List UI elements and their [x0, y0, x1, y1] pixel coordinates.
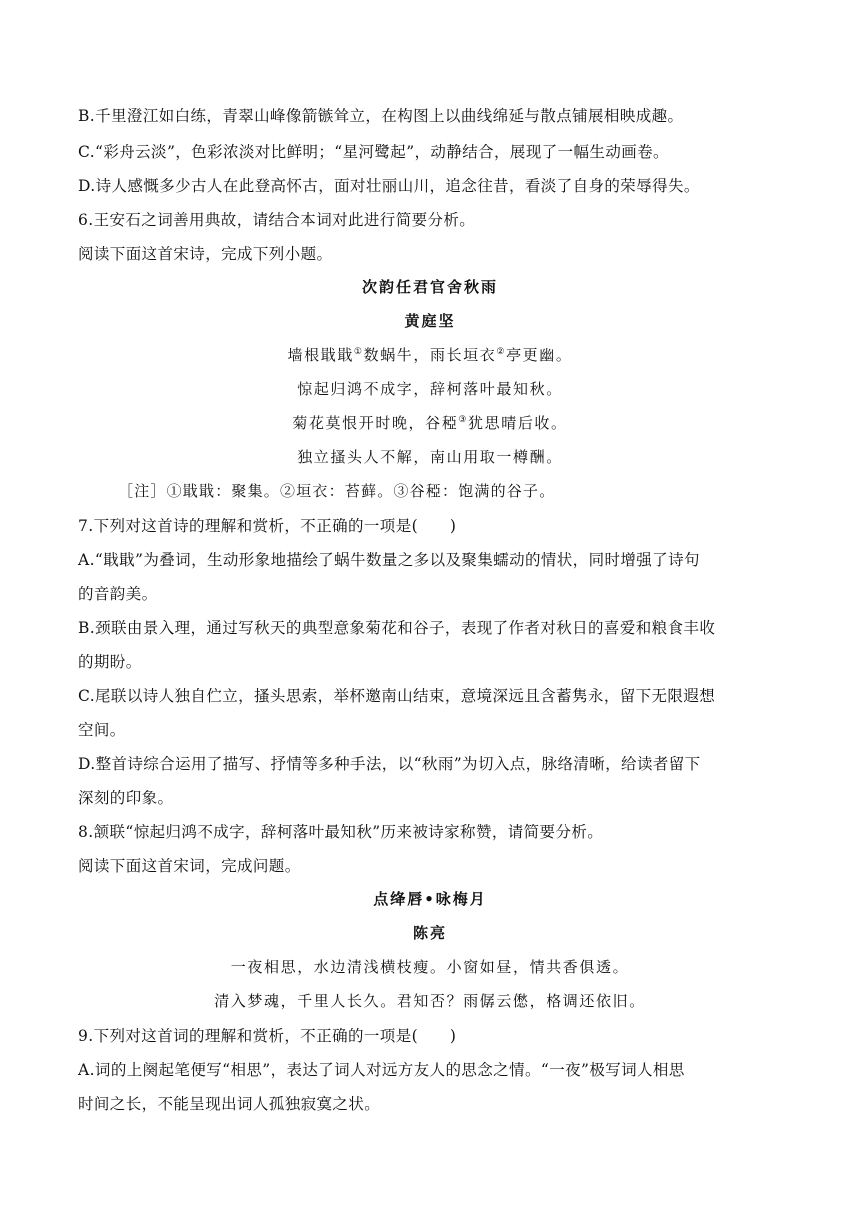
q6-stem: 6.王安石之词善用典故，请结合本词对此进行简要分析。 — [78, 211, 476, 229]
poem2-author: 陈亮 — [412, 924, 447, 942]
q7-option-d-line-1: D.整首诗综合运用了描写、抒情等多种手法，以“秋雨”为切入点，脉络清晰，给读者留下 — [78, 755, 701, 773]
q9-stem: 9.下列对这首词的理解和赏析，不正确的一项是( ) — [78, 1027, 457, 1045]
q9-option-a-line-1: A.词的上阕起笔便写“相思”，表达了词人对远方友人的思念之情。“一夜”极写词人相思 — [78, 1061, 685, 1079]
poem1-title: 次韵任君官舍秋雨 — [361, 278, 498, 296]
poem2-title: 点绛唇•咏梅月 — [373, 890, 487, 908]
poem1-line-1: 墙根戢戢①数蜗牛，雨长垣衣②亭更幽。 — [287, 346, 573, 364]
footnote-mark-2: ② — [496, 347, 507, 357]
intro-poem-1: 阅读下面这首宋诗，完成下列小题。 — [78, 245, 333, 263]
q7-option-b-line-2: 的期盼。 — [78, 653, 142, 671]
poem1-author: 黄庭坚 — [404, 312, 456, 330]
poem1-notes: ［注］①戢戢：聚集。②垣衣：苔藓。③谷稏：饱满的谷子。 — [118, 482, 556, 500]
footnote-mark-1: ① — [353, 347, 364, 357]
q5-option-c: C.“彩舟云淡”，色彩浓淡对比鲜明；“星河鹭起”，动静结合，展现了一幅生动画卷。 — [78, 143, 669, 161]
q7-stem: 7.下列对这首诗的理解和赏析，不正确的一项是( ) — [78, 517, 457, 535]
poem1-line-3: 菊花莫恨开时晚，谷稏③犹思晴后收。 — [292, 414, 568, 432]
poem2-line-2: 清入梦魂，千里人长久。君知否？雨僝云僽，格调还依旧。 — [214, 992, 646, 1010]
q7-option-c-line-2: 空间。 — [78, 721, 126, 739]
q5-option-d: D.诗人感慨多少古人在此登高怀古，面对壮丽山川，追念往昔，看淡了自身的荣辱得失。 — [78, 177, 700, 195]
q9-option-a-line-2: 时间之长，不能呈现出词人孤独寂寞之状。 — [78, 1095, 381, 1113]
footnote-mark-3: ③ — [458, 415, 469, 425]
q7-option-a-line-1: A.“戢戢”为叠词，生动形象地描绘了蜗牛数量之多以及聚集蠕动的情状，同时增强了诗句 — [78, 551, 700, 569]
poem1-line-4: 独立搔头人不解，南山用取一樽酬。 — [297, 448, 563, 466]
q8-stem: 8.颔联“惊起归鸿不成字，辞柯落叶最知秋”历来被诗家称赞，请简要分析。 — [78, 823, 604, 841]
q7-option-d-line-2: 深刻的印象。 — [78, 789, 174, 807]
q7-option-a-line-2: 的音韵美。 — [78, 585, 158, 603]
intro-poem-2: 阅读下面这首宋词，完成问题。 — [78, 857, 301, 875]
q7-option-c-line-1: C.尾联以诗人独自伫立，搔头思索，举杯邀南山结束，意境深远且含蓄隽永，留下无限遐想 — [78, 687, 716, 705]
q7-option-b-line-1: B.颈联由景入理，通过写秋天的典型意象菊花和谷子，表现了作者对秋日的喜爱和粮食丰收 — [78, 619, 716, 637]
poem2-line-1: 一夜相思，水边清浅横枝瘦。小窗如昼，情共香俱透。 — [230, 958, 630, 976]
q5-option-b: B.千里澄江如白练，青翠山峰像箭镞耸立，在构图上以曲线绵延与散点铺展相映成趣。 — [78, 107, 684, 125]
poem1-line-2: 惊起归鸿不成字，辞柯落叶最知秋。 — [297, 380, 563, 398]
